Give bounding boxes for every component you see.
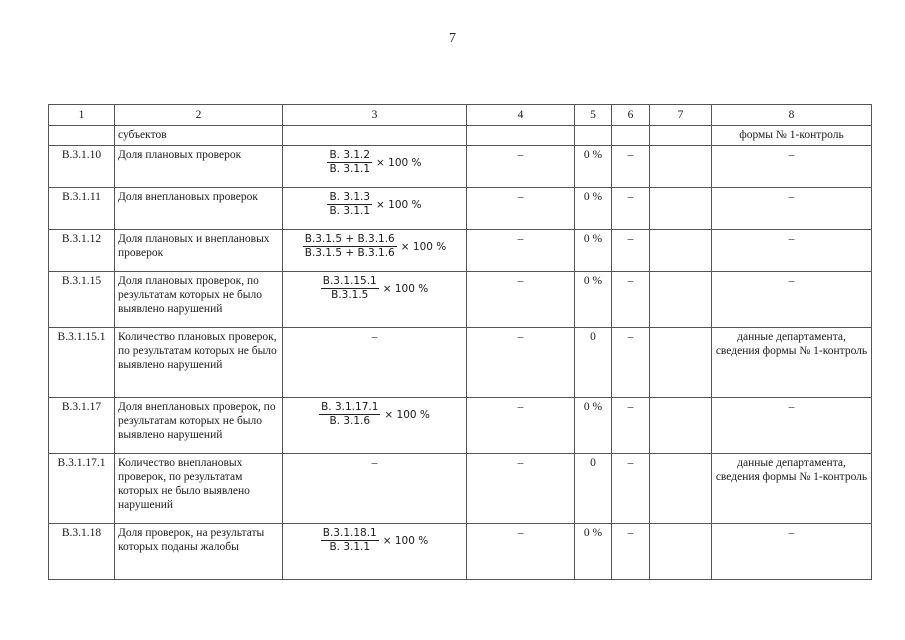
- fraction: [303, 233, 397, 260]
- page-number: 7: [449, 31, 456, 46]
- column-header: 6: [612, 105, 650, 126]
- formula-numerator: В. 3.1.17.1: [321, 401, 379, 413]
- value-cell: [575, 126, 612, 146]
- formula: [327, 191, 421, 218]
- formula: [303, 233, 447, 260]
- table-row: [49, 272, 872, 328]
- column-6-cell: –: [612, 328, 650, 398]
- source-cell: –: [712, 272, 872, 328]
- formula-cell: [283, 126, 467, 146]
- column-4-cell: –: [467, 272, 575, 328]
- column-4-cell: –: [467, 524, 575, 580]
- indicator-name-cell: субъектов: [115, 126, 283, 146]
- fraction: [321, 527, 379, 554]
- formula-multiplier: × 100 %: [382, 534, 429, 547]
- formula-cell: [283, 188, 467, 230]
- fraction: [319, 401, 380, 428]
- indicator-name-cell: Доля проверок, на результаты которых поданы жалобы: [115, 524, 283, 580]
- formula-numerator: В.3.1.18.1: [322, 527, 377, 539]
- column-7-cell: [650, 524, 712, 580]
- indicator-name-cell: Доля внеплановых проверок: [115, 188, 283, 230]
- column-6-cell: –: [612, 188, 650, 230]
- column-4-cell: [467, 126, 575, 146]
- formula-cell: [283, 524, 467, 580]
- source-cell: данные департамента, сведения формы № 1-контроль: [712, 454, 872, 524]
- indicator-code-cell: В.3.1.12: [49, 230, 115, 272]
- source-cell: –: [712, 524, 872, 580]
- table-row: [49, 454, 872, 524]
- column-7-cell: [650, 454, 712, 524]
- formula-denominator: В. 3.1.1: [329, 541, 371, 553]
- formula: [321, 275, 428, 302]
- indicators-table: [48, 104, 872, 580]
- table-row: [49, 126, 872, 146]
- value-cell: 0 %: [575, 398, 612, 454]
- indicator-code-cell: В.3.1.17.1: [49, 454, 115, 524]
- column-6-cell: –: [612, 454, 650, 524]
- column-6-cell: –: [612, 146, 650, 188]
- fraction: [327, 149, 372, 176]
- indicator-code-cell: В.3.1.15: [49, 272, 115, 328]
- column-4-cell: –: [467, 454, 575, 524]
- column-4-cell: –: [467, 398, 575, 454]
- value-cell: 0 %: [575, 524, 612, 580]
- formula-cell: [283, 146, 467, 188]
- formula-denominator: В. 3.1.6: [329, 415, 371, 427]
- indicator-name-cell: Доля плановых проверок: [115, 146, 283, 188]
- value-cell: 0: [575, 328, 612, 398]
- column-6-cell: –: [612, 398, 650, 454]
- column-header: 5: [575, 105, 612, 126]
- formula-numerator: В.3.1.15.1: [322, 275, 377, 287]
- fraction: [321, 275, 379, 302]
- table-header-row: [49, 105, 872, 126]
- fraction: [327, 191, 372, 218]
- source-cell: формы № 1-контроль: [712, 126, 872, 146]
- value-cell: 0 %: [575, 230, 612, 272]
- column-7-cell: [650, 230, 712, 272]
- formula-multiplier: × 100 %: [376, 156, 422, 169]
- value-cell: 0 %: [575, 146, 612, 188]
- formula-cell: [283, 230, 467, 272]
- formula-cell: [283, 398, 467, 454]
- column-6-cell: –: [612, 272, 650, 328]
- indicator-name-cell: Количество внеплановых проверок, по результатам которых не было выявлено нарушений: [115, 454, 283, 524]
- column-6-cell: –: [612, 524, 650, 580]
- column-7-cell: [650, 146, 712, 188]
- column-header: 3: [283, 105, 467, 126]
- source-cell: –: [712, 398, 872, 454]
- formula: [321, 527, 428, 554]
- formula-denominator: В.3.1.5: [331, 289, 369, 301]
- column-header: 8: [712, 105, 872, 126]
- column-7-cell: [650, 126, 712, 146]
- column-7-cell: [650, 328, 712, 398]
- source-cell: –: [712, 230, 872, 272]
- column-7-cell: [650, 188, 712, 230]
- source-cell: –: [712, 146, 872, 188]
- formula: [319, 401, 430, 428]
- indicator-code-cell: [49, 126, 115, 146]
- formula-multiplier: × 100 %: [382, 282, 429, 295]
- formula-denominator: В. 3.1.1: [329, 205, 371, 217]
- formula-multiplier: × 100 %: [376, 198, 422, 211]
- formula-multiplier: × 100 %: [400, 240, 447, 253]
- indicator-name-cell: Количество плановых проверок, по результатам которых не было выявлено нарушений: [115, 328, 283, 398]
- column-4-cell: –: [467, 188, 575, 230]
- column-4-cell: –: [467, 230, 575, 272]
- source-cell: данные департамента, сведения формы № 1-контроль: [712, 328, 872, 398]
- column-4-cell: –: [467, 328, 575, 398]
- indicator-code-cell: В.3.1.11: [49, 188, 115, 230]
- indicator-name-cell: Доля внеплановых проверок, по результатам которых не было выявлено нарушений: [115, 398, 283, 454]
- column-header: 1: [49, 105, 115, 126]
- formula-numerator: В.3.1.5 + В.3.1.6: [304, 233, 395, 245]
- source-cell: –: [712, 188, 872, 230]
- formula: [327, 149, 421, 176]
- column-7-cell: [650, 398, 712, 454]
- column-header: 4: [467, 105, 575, 126]
- formula-cell: –: [283, 328, 467, 398]
- formula-multiplier: × 100 %: [384, 408, 430, 421]
- table-row: [49, 398, 872, 454]
- value-cell: 0 %: [575, 188, 612, 230]
- formula-cell: –: [283, 454, 467, 524]
- indicator-code-cell: В.3.1.18: [49, 524, 115, 580]
- value-cell: 0: [575, 454, 612, 524]
- table-row: [49, 328, 872, 398]
- table-row: [49, 230, 872, 272]
- formula-numerator: В. 3.1.2: [329, 149, 371, 161]
- formula-denominator: В.3.1.5 + В.3.1.6: [304, 247, 395, 259]
- column-6-cell: [612, 126, 650, 146]
- indicator-name-cell: Доля плановых и внеплановых проверок: [115, 230, 283, 272]
- column-header: 2: [115, 105, 283, 126]
- indicator-code-cell: В.3.1.17: [49, 398, 115, 454]
- column-header: 7: [650, 105, 712, 126]
- formula-cell: [283, 272, 467, 328]
- formula-denominator: В. 3.1.1: [329, 163, 371, 175]
- column-7-cell: [650, 272, 712, 328]
- indicator-code-cell: В.3.1.15.1: [49, 328, 115, 398]
- table-row: [49, 524, 872, 580]
- indicator-name-cell: Доля плановых проверок, по результатам которых не было выявлено нарушений: [115, 272, 283, 328]
- column-4-cell: –: [467, 146, 575, 188]
- value-cell: 0 %: [575, 272, 612, 328]
- table-row: [49, 146, 872, 188]
- indicator-code-cell: В.3.1.10: [49, 146, 115, 188]
- formula-numerator: В. 3.1.3: [329, 191, 371, 203]
- column-6-cell: –: [612, 230, 650, 272]
- table-row: [49, 188, 872, 230]
